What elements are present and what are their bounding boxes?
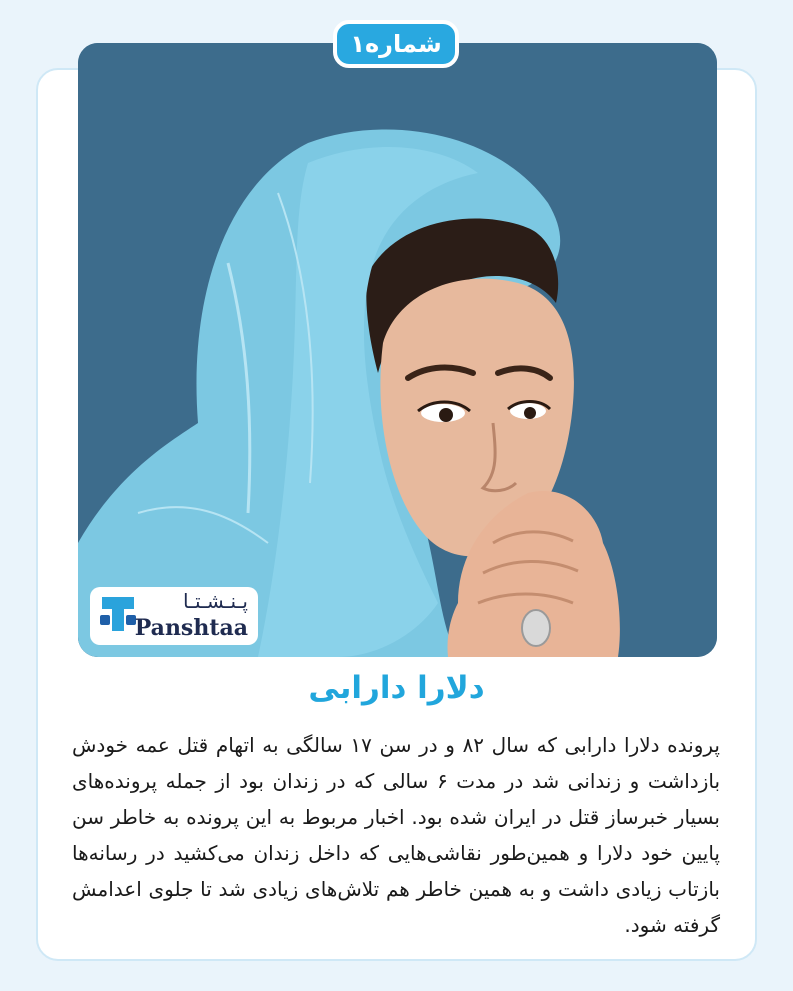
panshtaa-logo xyxy=(90,587,258,645)
logo-english-text: Panshtaa xyxy=(134,615,248,641)
logo-mark-icon xyxy=(98,593,138,639)
logo-persian-text: پـنـشـتـا xyxy=(182,589,248,613)
number-badge: شماره۱ xyxy=(333,20,459,68)
description-text: پرونده دلارا دارابی که سال ۸۲ و در سن ۱۷ سالگی به اتهام قتل عمه خودش بازداشت و زندانی شد در مدت ۶ سالی که در زندان بود از جمله پرونده‌های بسیار خبرساز قتل در ایران شده بود. اخبار مربوط به این پرونده به خاطر سن پایین خود دلارا و همین‌طور نقاشی‌هایی که داخل زندان می‌کشید در رسانه‌ها بازتاب زیادی داشت و به همین خاطر هم تلاش‌های زیادی شد تا جلوی اعدامش گرفته شود. xyxy=(72,733,721,937)
portrait-illustration xyxy=(78,43,717,657)
person-name-title: دلارا دارابی xyxy=(308,670,485,706)
portrait-photo xyxy=(78,43,717,657)
